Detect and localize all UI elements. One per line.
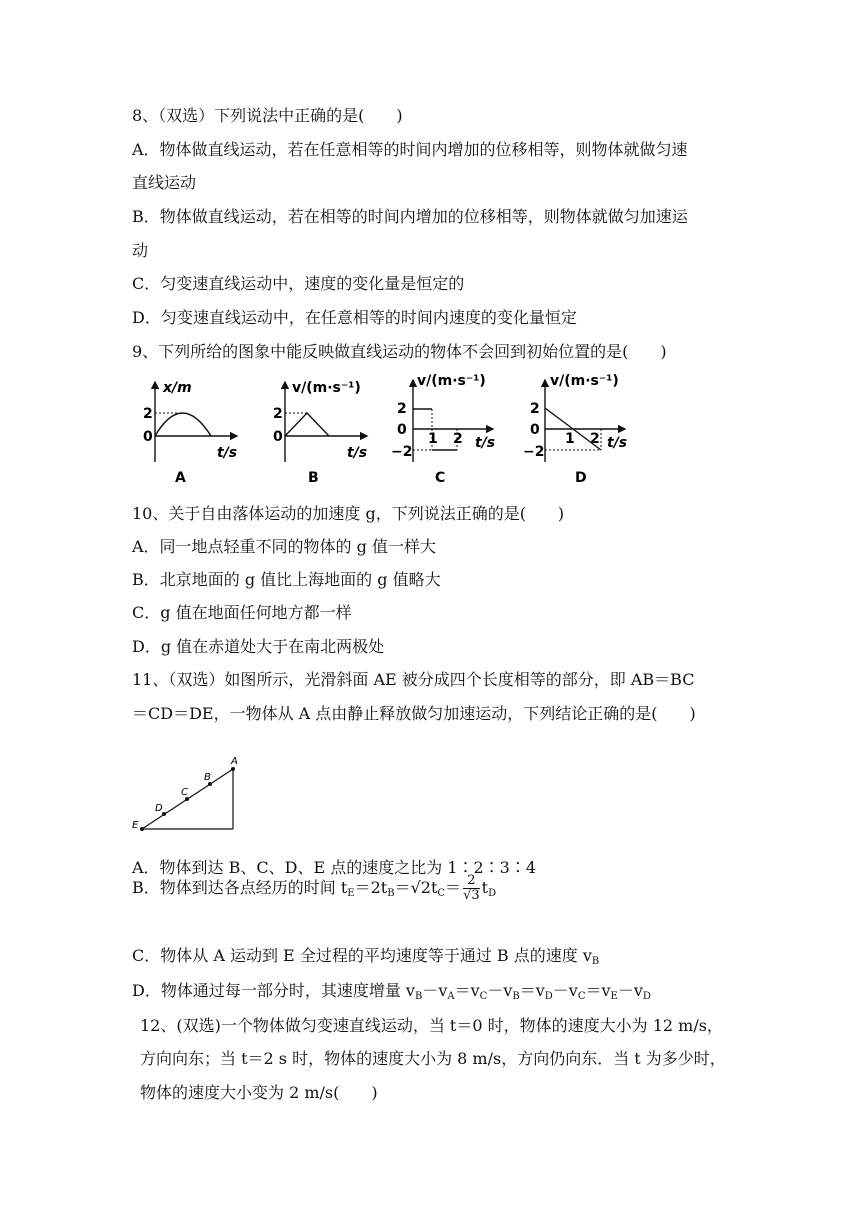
q11-option-a: A．物体到达 B、C、D、E 点的速度之比为 1∶2∶3∶4 bbox=[132, 858, 537, 877]
graph-d-letter: D bbox=[575, 470, 587, 486]
graph-a-curve bbox=[155, 413, 211, 436]
svg-text:0: 0 bbox=[530, 422, 540, 438]
svg-text:1: 1 bbox=[565, 431, 575, 447]
point-e-label: E bbox=[132, 820, 139, 831]
graph-b-line bbox=[285, 413, 329, 436]
graph-a bbox=[143, 380, 237, 486]
svg-text:−2: −2 bbox=[391, 444, 413, 460]
q10-option-c: C．g 值在地面任何地方都一样 bbox=[132, 603, 352, 622]
q8-option-d: D．匀变速直线运动中，在任意相等的时间内速度的变化量恒定 bbox=[132, 308, 577, 327]
q12-line2: 方向向东；当 t＝2 s 时，物体的速度大小为 8 m/s，方向仍向东．当 t 为多少时， bbox=[140, 1049, 726, 1068]
q8-stem: 8、（双选）下列说法中正确的是( ) bbox=[132, 106, 403, 125]
incline-diagram bbox=[125, 752, 255, 837]
q10-option-a: A．同一地点轻重不同的物体的 g 值一样大 bbox=[132, 537, 436, 556]
q12-line1: 12、(双选)一个物体做匀变速直线运动，当 t＝0 时，物体的速度大小为 12 m/s， bbox=[140, 1016, 723, 1035]
graph-d-ylabel: v/(m·s⁻¹) bbox=[550, 373, 619, 389]
fraction-2-over-root3: $\frac{2}{√3}$ bbox=[463, 873, 480, 903]
svg-text:2: 2 bbox=[273, 406, 283, 422]
graph-c-letter: C bbox=[435, 470, 446, 486]
q11-option-d: D．物体通过每一部分时，其速度增量 $v_B-v_A=v_C-v_B=v_D-v_C=v_E-v_D$ bbox=[132, 981, 651, 1002]
q8-option-a-line2: 直线运动 bbox=[132, 173, 197, 192]
svg-text:2: 2 bbox=[453, 431, 463, 447]
point-c-label: C bbox=[181, 787, 188, 798]
graph-a-letter: A bbox=[175, 470, 186, 486]
graph-d bbox=[523, 373, 627, 486]
q8-option-a-line1: A．物体做直线运动，若在任意相等的时间内增加的位移相等，则物体就做匀速 bbox=[132, 140, 688, 159]
graph-b-letter: B bbox=[308, 470, 319, 486]
svg-text:2: 2 bbox=[397, 401, 407, 417]
graph-d-xlabel: t/s bbox=[607, 435, 628, 451]
graph-c-xlabel: t/s bbox=[475, 435, 496, 451]
q10-option-b: B．北京地面的 g 值比上海地面的 g 值略大 bbox=[132, 570, 441, 589]
svg-text:0: 0 bbox=[273, 429, 283, 445]
graph-c-ylabel: v/(m·s⁻¹) bbox=[417, 373, 486, 389]
svg-text:2: 2 bbox=[590, 431, 600, 447]
point-a-label: A bbox=[231, 756, 238, 767]
q11-option-b: B．物体到达各点经历的时间 $t_E=2t_B=√2t_C=$ $\frac{2}{√3}$ $t_D$ bbox=[132, 873, 497, 903]
q11-option-c: C．物体从 A 运动到 E 全过程的平均速度等于通过 B 点的速度 $v_B$ bbox=[132, 946, 600, 967]
svg-text:1: 1 bbox=[428, 431, 438, 447]
point-b-label: B bbox=[204, 772, 211, 783]
q8-option-c: C．匀变速直线运动中，速度的变化量是恒定的 bbox=[132, 274, 465, 293]
q9-stem: 9、下列所给的图象中能反映做直线运动的物体不会回到初始位置的是( ) bbox=[132, 342, 667, 361]
q8-option-b-line1: B．物体做直线运动，若在相等的时间内增加的位移相等，则物体就做匀加速运 bbox=[132, 207, 688, 226]
svg-text:2: 2 bbox=[530, 401, 540, 417]
graph-b-xlabel: t/s bbox=[347, 445, 368, 461]
graph-b bbox=[273, 380, 367, 486]
svg-text:−2: −2 bbox=[523, 444, 545, 460]
graph-a-ylabel: x/m bbox=[163, 380, 192, 396]
svg-text:0: 0 bbox=[143, 429, 153, 445]
graph-a-xlabel: t/s bbox=[217, 445, 238, 461]
q8-option-b-line2: 动 bbox=[132, 241, 149, 260]
svg-text:2: 2 bbox=[143, 406, 153, 422]
q10-option-d: D．g 值在赤道处大于在南北两极处 bbox=[132, 637, 385, 656]
q11-stem-line1: 11、（双选）如图所示，光滑斜面 AE 被分成四个长度相等的部分，即 AB＝BC bbox=[132, 670, 695, 689]
q10-stem: 10、关于自由落体运动的加速度 g，下列说法正确的是( ) bbox=[132, 504, 565, 523]
graph-b-ylabel: v/(m·s⁻¹) bbox=[292, 380, 361, 396]
point-d-label: D bbox=[155, 803, 163, 814]
q9-graphs bbox=[125, 370, 645, 490]
svg-text:0: 0 bbox=[397, 422, 407, 438]
q12-line3: 物体的速度大小变为 2 m/s( ) bbox=[140, 1083, 378, 1102]
q11-stem-line2: ＝CD＝DE，一物体从 A 点由静止释放做匀加速运动，下列结论正确的是( ) bbox=[132, 704, 696, 723]
graph-c bbox=[391, 373, 495, 486]
